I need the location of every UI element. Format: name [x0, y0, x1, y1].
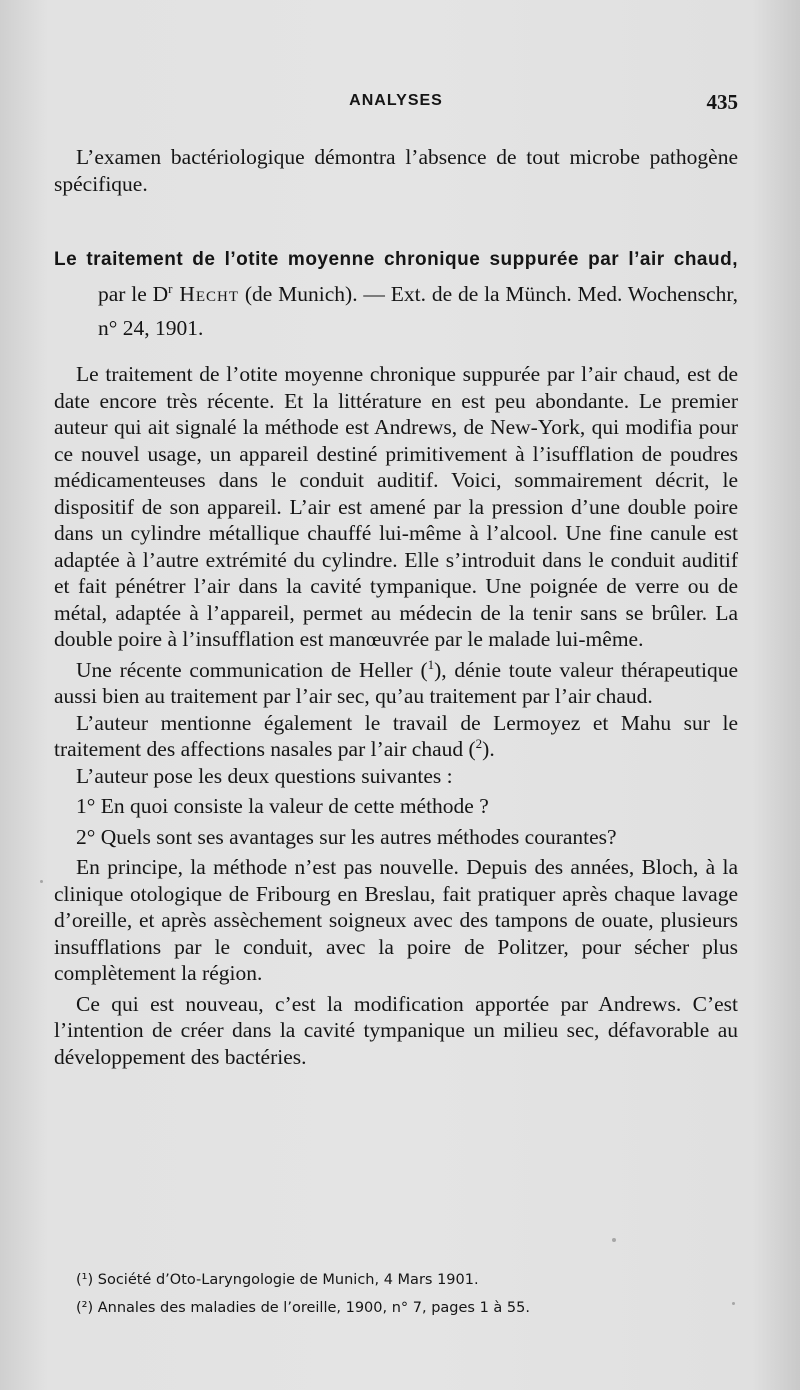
body-paragraph-5: En principe, la méthode n’est pas nouvelle. Depuis des années, Bloch, à la clinique otologique de Fribourg en Breslau, fait pratiquer après chaque lavage d’oreille, et après assèchement soigneux avec des tampons de ouate, plusieurs insufflations par le conduit, avec la poire de Politzer, pour sécher plus complètement la région.: [54, 855, 738, 985]
footnote-1: [76, 1266, 736, 1294]
article-author: Hecht: [172, 282, 240, 306]
footnotes: [76, 1266, 736, 1322]
question-1: 1° En quoi consiste la valeur de cette méthode ?: [76, 794, 489, 818]
article-title: [54, 241, 738, 345]
footnote-2-text: Annales des maladies de l’oreille, 1900, n° 7, pages 1 à 55.: [93, 1300, 530, 1316]
body-paragraph-2-end: ), dénie toute valeur thérapeutique aussi bien au traitement par l’air sec, qu’au traitement par l’air chaud.: [54, 657, 738, 708]
page-body: [54, 144, 738, 1070]
footnote-ref-1: 1: [427, 656, 435, 672]
footnote-1-mark: (¹): [76, 1272, 94, 1288]
body-paragraph-3-start: L’auteur mentionne également le travail de Lermoyez et Mahu sur le traitement des affections nasales par l’air chaud (: [54, 710, 738, 761]
ink-speck: [732, 1302, 735, 1305]
intro-paragraph: L’examen bactériologique démontra l’absence de tout microbe pathogène spécifique.: [54, 145, 738, 196]
article-title-by: par le D: [98, 282, 169, 306]
body-paragraph-2: [54, 657, 738, 710]
running-title: ANALYSES: [349, 92, 443, 109]
ink-speck: [612, 1238, 616, 1242]
footnote-2-mark: (²): [76, 1300, 94, 1316]
article-title-dr-sup: r: [168, 280, 173, 296]
footnote-ref-2: 2: [475, 735, 483, 751]
body-paragraph-6: Ce qui est nouveau, c’est la modification apportée par Andrews. C’est l’intention de créer dans la cavité tympanique un milieu sec, défavorable au développement des bactéries.: [54, 991, 738, 1069]
body-paragraph-3-end: ).: [482, 737, 495, 761]
body-paragraph-2-start: Une récente communication de Heller (: [76, 657, 428, 682]
article-title-bold: Le traitement de l’otite moyenne chronique suppurée par l’air chaud,: [54, 249, 738, 270]
running-head: [54, 92, 738, 122]
page-number: 435: [706, 90, 738, 114]
footnote-2: [76, 1294, 736, 1322]
ink-speck: [40, 880, 43, 883]
body-paragraph-1: Le traitement de l’otite moyenne chronique suppurée par l’air chaud, est de date encore très récente. Et la littérature en est peu abondante. Le premier auteur qui ait signalé la méthode est Andrews, de New-York, qui modifia pour ce nouvel usage, un appareil destiné primitivement à l’isufflation de poudres médicamenteuses dans le conduit auditif. Voici, sommairement décrit, le dispositif de son appareil. L’air est amené par la pression d’une double poire dans un cylindre métallique chauffé lui-même à l’alcool. Une fine canule est adaptée à l’autre extrémité du cylindre. Elle s’introduit dans le conduit auditif et fait pénétrer l’air dans la cavité tympanique. Une poignée de verre ou de métal, adaptée à l’appareil, permet au médecin de la tenir sans se brûler. La double poire à l’insufflation est manœuvrée par le malade lui-même.: [54, 362, 738, 651]
question-2: 2° Quels sont ses avantages sur les autres méthodes courantes?: [76, 824, 617, 849]
article-source: (de Munich). — Ext. de de la Münch. Med. Wochenschr, n° 24, 1901.: [98, 282, 739, 340]
body-paragraph-3: [54, 710, 738, 763]
body-paragraph-4: L’auteur pose les deux questions suivantes :: [76, 763, 453, 788]
footnote-1-text: Société d’Oto-Laryngologie de Munich, 4 Mars 1901.: [93, 1272, 479, 1288]
